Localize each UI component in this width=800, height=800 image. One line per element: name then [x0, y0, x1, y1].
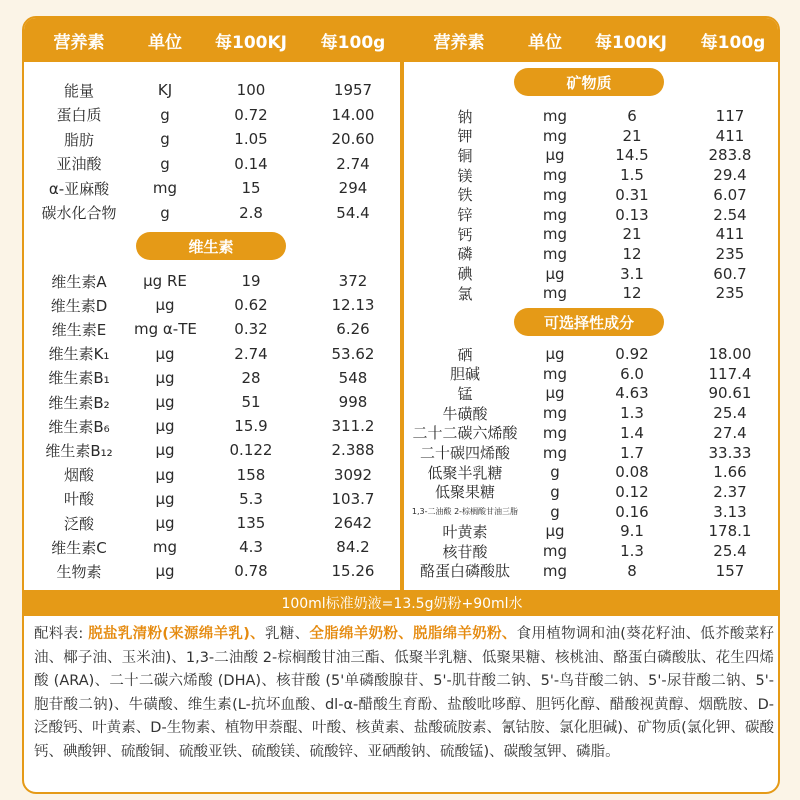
nutrient-name: 泛酸 [63, 514, 94, 533]
value-per-100g: 411 [715, 225, 745, 244]
nutrient-unit: mg [542, 166, 568, 185]
table-row [24, 535, 400, 559]
nutrient-name: 铜 [457, 146, 473, 165]
value-per-100g: 548 [338, 368, 368, 387]
value-per-100kj: 1.05 [234, 130, 268, 148]
nutrient-unit: mg [542, 126, 568, 145]
nutrient-unit: μg RE [143, 272, 187, 290]
nutrient-unit: mg [542, 284, 568, 303]
header-unit: 单位 [528, 32, 562, 53]
nutrient-unit: μg [155, 344, 175, 363]
nutrient-unit: mg [542, 205, 568, 224]
value-per-100g: 90.61 [708, 384, 752, 403]
value-per-100g: 2.37 [713, 482, 747, 501]
ingredients-list [34, 623, 774, 764]
nutrient-unit: g [160, 154, 170, 173]
nutrient-unit: μg [155, 465, 175, 484]
value-per-100g: 29.4 [713, 166, 747, 185]
table-row [24, 438, 400, 462]
value-per-100kj: 0.78 [234, 562, 268, 581]
value-per-100kj: 0.62 [234, 296, 268, 315]
value-per-100kj: 0.92 [615, 345, 649, 363]
nutrient-name: 硒 [457, 345, 473, 364]
value-per-100kj: 6.0 [620, 364, 644, 383]
value-per-100kj: 2.8 [239, 203, 263, 222]
value-per-100kj: 0.14 [234, 154, 268, 173]
value-per-100kj: 2.74 [234, 344, 268, 363]
table-row [24, 127, 400, 151]
nutrient-unit: mg [542, 561, 568, 580]
right-table-header [404, 18, 780, 62]
nutrient-name: 铁 [457, 186, 473, 205]
value-per-100kj: 0.72 [234, 105, 268, 124]
table-row [24, 511, 400, 535]
value-per-100kj: 6 [627, 107, 637, 125]
table-row [24, 559, 400, 583]
nutrient-name: 1,3-二油酸 2-棕榈酸甘油三脂 [411, 507, 519, 517]
nutrient-name: 维生素A [51, 272, 107, 291]
minerals-section-label: 矿物质 [514, 68, 664, 96]
table-row [24, 78, 400, 102]
value-per-100kj: 3.1 [620, 264, 644, 283]
nutrient-name: 维生素C [51, 538, 107, 557]
value-per-100g: 235 [715, 244, 745, 263]
value-per-100g: 15.26 [331, 562, 375, 581]
nutrient-name: 低聚半乳糖 [427, 463, 503, 482]
value-per-100kj: 21 [622, 225, 642, 244]
nutrient-unit: mg [542, 423, 568, 442]
value-per-100kj: 28 [241, 368, 261, 387]
nutrient-name: 生物素 [56, 562, 102, 581]
value-per-100g: 3.13 [713, 502, 747, 521]
nutrient-name: 维生素B₁₂ [45, 441, 113, 460]
value-per-100g: 157 [715, 561, 745, 580]
table-row [404, 281, 780, 305]
value-per-100g: 6.07 [713, 185, 747, 204]
nutrient-name: 维生素B₁ [48, 369, 110, 388]
value-per-100kj: 15 [241, 179, 261, 197]
nutrient-name: 磷 [457, 245, 473, 264]
value-per-100g: 283.8 [708, 146, 752, 165]
nutrient-name: 维生素E [51, 320, 107, 339]
nutrient-unit: μg [545, 345, 565, 363]
table-row [24, 293, 400, 317]
value-per-100g: 2.388 [331, 441, 375, 460]
value-per-100g: 53.62 [331, 344, 375, 363]
value-per-100g: 25.4 [713, 404, 747, 423]
value-per-100g: 103.7 [331, 489, 375, 508]
header-nutrient: 营养素 [53, 32, 105, 53]
table-row [24, 390, 400, 414]
nutrient-name: 锰 [457, 384, 473, 403]
nutrient-unit: μg [155, 368, 175, 387]
value-per-100g: 1.66 [713, 463, 747, 482]
value-per-100kj: 14.5 [615, 146, 649, 165]
value-per-100g: 60.7 [713, 264, 747, 283]
nutrient-unit: mg [542, 244, 568, 263]
nutrient-unit: mg [152, 538, 178, 557]
value-per-100g: 6.26 [336, 320, 370, 339]
standard-solution-note: 100ml标准奶液=13.5g奶粉+90ml水 [24, 590, 780, 616]
value-per-100g: 12.13 [331, 296, 375, 315]
nutrient-name: 镁 [457, 166, 473, 185]
ingredient-highlight-2: 全脂绵羊奶粉、 [309, 626, 414, 642]
header-per-kj: 每100KJ [595, 32, 667, 53]
header-per-100g: 每100g [320, 32, 386, 53]
nutrient-name: 脂肪 [63, 130, 94, 149]
table-row [24, 366, 400, 390]
nutrient-unit: μg [155, 441, 175, 460]
header-nutrient: 营养素 [433, 32, 485, 53]
table-row [404, 559, 780, 583]
ingredient-text-2: 食用植物调和油(葵花籽油、低芥酸菜籽油、椰子油、玉米油)、1,3-二油酸 2-棕榈酸甘油三酯、低聚半乳糖、低聚果糖、核桃油、酪蛋白磷酸肽、花生四烯酸 (ARA)、二十二碳六烯酸 (DHA)、核苷酸 (5'单磷酸腺苷、5'-肌苷酸二钠、5'-鸟苷酸二钠、5'-尿苷酸二钠、5'-胞苷酸二钠)、牛磺酸、维生素(L-抗坏血酸、dl-α-醋酸生育酚、盐酸吡哆醇、胆钙化醇、醋酸视黄醇、烟酰胺、D-泛酸钙、叶黄素、D-生物素、植物甲萘醌、叶酸、核黄素、盐酸硫胺素、氰钴胺、氯化胆碱)、矿物质(氯化钾、碳酸钙、碘酸钾、硫酸铜、硫酸亚铁、硫酸镁、硫酸锌、亚硒酸钠、硫酸锰)、碳酸氢钾、磷脂。 [34, 626, 775, 760]
value-per-100g: 3092 [333, 465, 373, 484]
value-per-100kj: 15.9 [234, 417, 268, 436]
table-row [24, 463, 400, 487]
nutrient-name: 维生素D [50, 296, 108, 315]
value-per-100kj: 4.3 [239, 538, 263, 557]
value-per-100g: 235 [715, 284, 745, 303]
nutrient-unit: mg [542, 107, 568, 125]
table-row [24, 317, 400, 341]
nutrient-name: α-亚麻酸 [48, 179, 110, 198]
value-per-100g: 84.2 [336, 538, 370, 557]
header-per-100g: 每100g [700, 32, 766, 53]
nutrient-name: 牛磺酸 [442, 404, 488, 423]
value-per-100kj: 12 [622, 244, 642, 263]
nutrient-unit: g [550, 502, 560, 521]
value-per-100kj: 1.5 [620, 166, 644, 185]
nutrient-unit: KJ [157, 81, 173, 99]
table-row [24, 342, 400, 366]
value-per-100kj: 0.16 [615, 502, 649, 521]
nutrient-name: 钾 [457, 127, 473, 146]
table-row [24, 103, 400, 127]
nutrient-unit: μg [155, 489, 175, 508]
value-per-100g: 27.4 [713, 423, 747, 442]
nutrient-unit: mg [152, 179, 178, 197]
value-per-100g: 2.54 [713, 205, 747, 224]
nutrient-name: 叶酸 [63, 490, 94, 509]
value-per-100kj: 12 [622, 284, 642, 303]
value-per-100g: 117 [715, 107, 745, 125]
value-per-100g: 998 [338, 393, 368, 411]
nutrient-name: 蛋白质 [56, 106, 102, 124]
value-per-100kj: 0.12 [615, 482, 649, 501]
nutrient-name: 维生素B₆ [48, 417, 110, 436]
nutrient-name: 碳水化合物 [41, 204, 117, 222]
value-per-100g: 294 [338, 179, 368, 197]
nutrient-unit: g [160, 130, 170, 148]
nutrient-unit: mg [542, 404, 568, 423]
value-per-100g: 14.00 [331, 105, 375, 124]
nutrient-unit: mg [542, 443, 568, 462]
nutrient-unit: mg [542, 225, 568, 244]
value-per-100g: 25.4 [713, 542, 747, 560]
value-per-100g: 54.4 [336, 203, 370, 222]
table-row [24, 152, 400, 176]
nutrient-name: 核苷酸 [442, 542, 488, 561]
value-per-100g: 311.2 [331, 417, 375, 436]
value-per-100kj: 9.1 [620, 522, 644, 541]
left-table-header [24, 18, 400, 62]
value-per-100kj: 0.32 [234, 320, 268, 339]
value-per-100kj: 1.7 [620, 443, 644, 462]
nutrient-unit: μg [155, 417, 175, 436]
value-per-100g: 178.1 [708, 522, 752, 541]
nutrient-name: 氯 [457, 284, 473, 303]
value-per-100g: 33.33 [708, 443, 752, 462]
value-per-100g: 372 [338, 272, 368, 290]
nutrient-unit: mg [542, 542, 568, 560]
value-per-100kj: 0.31 [615, 185, 649, 204]
value-per-100g: 2.74 [336, 154, 370, 173]
nutrient-unit: g [550, 482, 560, 501]
nutrient-unit: μg [155, 393, 175, 411]
nutrient-name: 胆碱 [449, 365, 480, 384]
value-per-100kj: 21 [622, 126, 642, 145]
value-per-100kj: 0.13 [615, 205, 649, 224]
value-per-100kj: 158 [236, 465, 266, 484]
nutrient-unit: g [160, 105, 170, 124]
nutrient-unit: mg α-TE [134, 320, 197, 339]
header-unit: 单位 [148, 32, 182, 53]
table-row [24, 487, 400, 511]
value-per-100kj: 51 [241, 393, 261, 411]
nutrient-name: 钙 [457, 225, 473, 244]
nutrient-name: 能量 [63, 81, 94, 100]
value-per-100g: 117.4 [708, 364, 752, 383]
nutrient-name: 锌 [457, 206, 473, 224]
value-per-100kj: 0.08 [615, 463, 649, 482]
value-per-100kj: 0.122 [229, 441, 273, 460]
nutrient-name: 低聚果糖 [434, 483, 495, 502]
nutrient-unit: μg [545, 384, 565, 403]
value-per-100kj: 100 [236, 81, 266, 99]
ingredient-text-1: 乳糖、 [264, 626, 310, 642]
nutrient-unit: g [550, 463, 560, 482]
value-per-100g: 411 [715, 126, 745, 145]
nutrient-name: 维生素K₁ [48, 345, 110, 364]
value-per-100kj: 8 [627, 561, 637, 580]
nutrient-unit: μg [545, 146, 565, 165]
nutrient-name: 二十二碳六烯酸 [412, 424, 518, 443]
ingredients-prefix: 配料表: [34, 626, 89, 642]
header-per-kj: 每100KJ [215, 32, 287, 53]
nutrient-unit: mg [542, 185, 568, 204]
nutrient-unit: μg [155, 514, 175, 532]
value-per-100kj: 4.63 [615, 384, 649, 403]
value-per-100kj: 1.3 [620, 404, 644, 423]
nutrient-unit: μg [545, 264, 565, 283]
nutrition-panel [22, 16, 780, 794]
nutrient-name: 碘 [457, 265, 473, 284]
table-row [24, 201, 400, 225]
value-per-100g: 2642 [333, 514, 373, 532]
nutrient-unit: μg [155, 562, 175, 581]
nutrient-unit: mg [542, 364, 568, 383]
nutrient-name: 叶黄素 [442, 522, 488, 541]
table-row [24, 269, 400, 293]
table-row [24, 414, 400, 438]
nutrient-name: 烟酸 [63, 466, 94, 485]
value-per-100kj: 1.4 [620, 423, 644, 442]
nutrient-name: 维生素B₂ [48, 393, 110, 412]
vitamins-section-label: 维生素 [136, 232, 286, 260]
nutrient-name: 酪蛋白磷酸肽 [419, 562, 510, 581]
optional-section-label: 可选择性成分 [514, 308, 664, 336]
value-per-100g: 1957 [333, 81, 373, 99]
ingredient-highlight-3: 脱脂绵羊奶粉、 [413, 626, 517, 642]
value-per-100kj: 19 [241, 272, 261, 290]
nutrient-unit: μg [545, 522, 565, 541]
nutrient-name: 二十碳四烯酸 [419, 444, 510, 462]
ingredient-highlight-1: 脱盐乳清粉(来源绵羊乳)、 [88, 626, 265, 642]
nutrient-name: 亚油酸 [56, 155, 102, 173]
value-per-100g: 18.00 [708, 345, 752, 363]
value-per-100g: 20.60 [331, 130, 375, 148]
nutrient-unit: g [160, 203, 170, 222]
nutrient-name: 钠 [457, 107, 473, 126]
table-row [24, 176, 400, 200]
nutrient-unit: μg [155, 296, 175, 315]
value-per-100kj: 5.3 [239, 489, 263, 508]
value-per-100kj: 135 [236, 514, 266, 532]
value-per-100kj: 1.3 [620, 542, 644, 560]
